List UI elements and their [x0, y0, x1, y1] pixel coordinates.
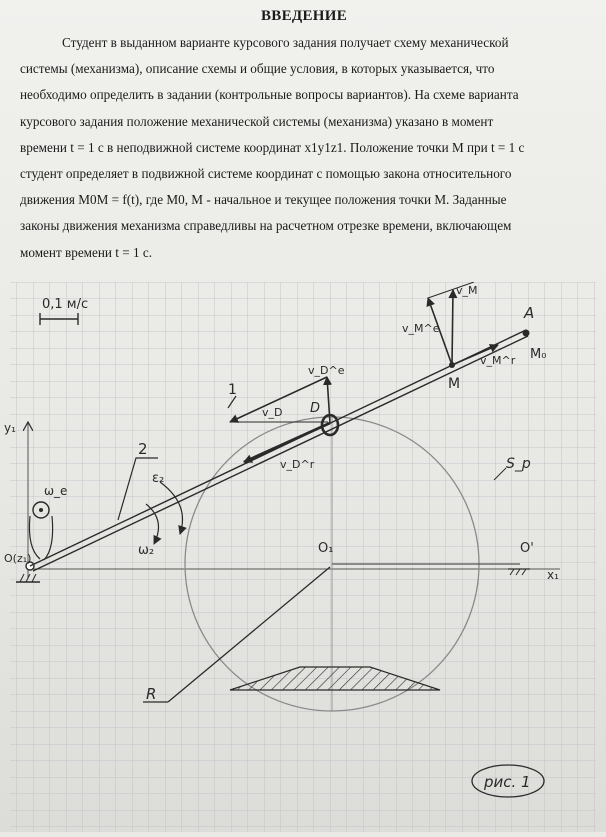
mechanism-figure [0, 282, 606, 832]
point-M0 [523, 330, 530, 337]
caption-text: рис. 1 [484, 773, 531, 791]
label-M: M [448, 376, 461, 392]
label-vD: v_D [262, 406, 283, 419]
label-epsilon: ε₂ [152, 471, 165, 486]
label-D: D [310, 401, 321, 416]
label-vM: v_M [456, 284, 478, 297]
scale-label: 0,1 м/с [42, 297, 89, 312]
label-omega-e: ω_e [44, 484, 68, 498]
label-O-prime: O' [520, 541, 534, 556]
label-M0: M₀ [530, 347, 547, 362]
y1-label: y₁ [4, 421, 16, 435]
mechanism-diagram [0, 282, 606, 832]
label-2: 2 [138, 440, 148, 458]
label-vDe: v_D^e [308, 364, 345, 377]
page-title: ВВЕДЕНИЕ [260, 8, 348, 24]
label-A: A [524, 304, 535, 322]
label-1: 1 [228, 382, 237, 398]
intro-paragraph [20, 30, 588, 266]
label-vMr: v_M^r [480, 354, 516, 367]
x1-label: x₁ [547, 568, 559, 582]
label-O-z1: O(z₁) [4, 552, 32, 565]
intro-text [20, 8, 588, 266]
label-R: R [146, 685, 157, 703]
paragraph-line: Студент в выданном варианте курсового задания получает схему механической [62, 35, 509, 50]
paragraph-line: системы (механизма), описание схемы и общие условия, в которых указывается, что [20, 61, 495, 77]
label-vMe: v_M^e [402, 322, 440, 335]
label-vDr: v_D^r [280, 458, 315, 471]
paragraph-line: движения M0M = f(t), где M0, M - начальное и текущее положения точки M. Заданные [20, 192, 507, 208]
paragraph-line: студент определяет в подвижной системе координат с помощью закона относительного [20, 166, 512, 182]
paragraph-line: законы движения механизма справедливы на расчетном отрезке времени, включающем [20, 218, 512, 234]
paragraph-line: курсового задания положение механической системы (механизма) указано в момент [20, 113, 494, 129]
paragraph-line: времени t = 1 с в неподвижной системе координат x1y1z1. Положение точки M при t = 1 с [20, 139, 525, 155]
paragraph-line: необходимо определить в задании (контрольные вопросы вариантов). На схеме варианта [20, 87, 519, 103]
label-Sp: S_p [506, 456, 531, 472]
paragraph-line: момент времени t = 1 с. [20, 244, 153, 260]
vector-vM [452, 290, 453, 365]
label-O1: O₁ [318, 541, 334, 556]
label-omega2: ω₂ [138, 543, 155, 558]
